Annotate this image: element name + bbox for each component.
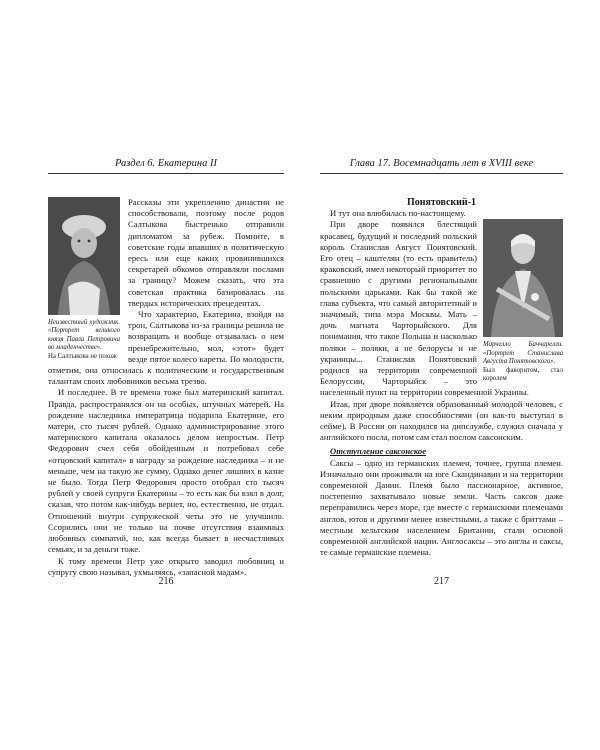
portrait-king-icon bbox=[483, 219, 563, 337]
right-paragraph: Итак, при дворе появляется образованный молодой человек, с неким природным даже способностями (он как-то выступал в сейме). В России он находился на дипслужбе, служил сначала у английского посла, потом сам стал послом саксонским. bbox=[320, 398, 563, 443]
right-caption-plain: Был фаворитом, стал королем bbox=[483, 366, 563, 383]
left-paragraph: К тому времени Петр уже открыто заводил любовниц и супругу свою называл, ухмыляясь, «запасной мадам». bbox=[48, 555, 284, 577]
right-caption-italic: Марчелло Баччарелли. «Портрет Станислава Августа Понятовского». bbox=[483, 341, 563, 366]
left-paragraph: Рассказы эти укреплению династии не способствовали, поэтому после родов Салтыкова быстренько отправили дипломатом за рубеж. Помните, в советские годы впавших в политическую ересь или еще каких провинившихся секретарей обкомов отправляли послами за границу? Можем сказать, что эта советская практика базировалась на твердых исторических прецедентах. bbox=[128, 197, 284, 308]
left-figure-caption bbox=[48, 319, 120, 361]
right-running-header: Глава 17. Восемнадцать лет в XVIII веке bbox=[320, 157, 563, 174]
sub-section-title: Отступление саксонское bbox=[330, 446, 427, 457]
left-body-text bbox=[48, 197, 284, 578]
right-paragraph: При дворе появился блестящий красавец, будущий и последний польский король Станислав Август Понятовский. Его отец – каштелян (то есть правитель) краковский, имел некоторый приоритет по сравнению с другими региональными польскими царьками. Как бы такой же глава субъекта, что самый авторитетный и значимый, типа мэра Москвы. Мать – дочь магната Чарторыйского. Для понимания, что такое Польша и насколько поляки – поляки, а не белорусы и не украинцы... Станислав Понятовский родился на территории современной Белоруссии, Чарторыйск – это населенный пункт на территории современной Украины. bbox=[320, 219, 529, 398]
left-running-header: Раздел 6. Екатерина II bbox=[48, 157, 284, 174]
left-caption-italic: Неизвестный художник. «Портрет великого князя Павла Петровича во младенчестве». bbox=[48, 319, 120, 352]
left-page bbox=[48, 157, 284, 587]
left-paragraph: Что характерно, Екатерина, взойдя на трон, Салтыкова из-за границы решила не возвращать и вообще отзывалась о нем пренебрежительно, мол, «этот» будет везде пятое колесо кареты. По молодости, отметим, она относилась к политическим и государственным талантам своих любовников весьма трезво. bbox=[48, 309, 284, 387]
right-body-text bbox=[320, 197, 563, 559]
chapter-title: Понятовский-1 bbox=[406, 197, 477, 208]
right-paragraph: И тут она влюбилась по-настоящему. bbox=[330, 208, 466, 219]
right-figure bbox=[483, 219, 563, 383]
left-figure bbox=[48, 197, 120, 361]
left-page-number: 216 bbox=[158, 576, 174, 587]
left-paragraph: И последнее. В те времена тоже был материнский капитал. Правда, распространялся он на особых, штучных матерей. На рождение наследника императрица подарила Екатерине, его матери, сто тысяч рублей. Однако администрирование этого материнского капитала оказалось делом непростым. Петр Федорович счел себя обойденным и потребовал себе «отцовский капитал» в награду за рождение наследника – и не меньше, чем на такую же сумму. Однако денег лишних в казне не было. Тогда Петр Федорович просто отобрал сто тысяч рублей у своей супруги Екатерины – то есть как бы взял в долг, сказав, что потом как-нибудь вернет, но, естественно, не отдал. Отношений внутри супружеской четы это не улучшило. Ссорились они не только на почве отсутствия взаимных любовных симпатий, но, как всегда бывает в несчастливых семьях, и за деньги тоже. bbox=[48, 387, 284, 555]
portrait-boy-icon bbox=[48, 197, 120, 315]
right-paragraph: Саксы – одно из германских племен, точнее, группа племен. Изначально они проживали на юге Скандинавии и на территории современной Дании. Племя было пассионарное, активное, постепенно захватывало новые земли. Часть саксов даже переправились через море, где вместе с германскими племенами англов, ютов и другими менее известными, а также с бриттами – местным кельтским населением Британии, стали основой современной английской нации. Англосаксы – это англы и саксы, те самые германские племена. bbox=[320, 457, 563, 558]
left-caption-plain: На Салтыкова не похож bbox=[48, 352, 117, 360]
right-page-number: 217 bbox=[434, 576, 449, 587]
right-page bbox=[320, 157, 563, 587]
right-figure-caption bbox=[483, 341, 563, 383]
